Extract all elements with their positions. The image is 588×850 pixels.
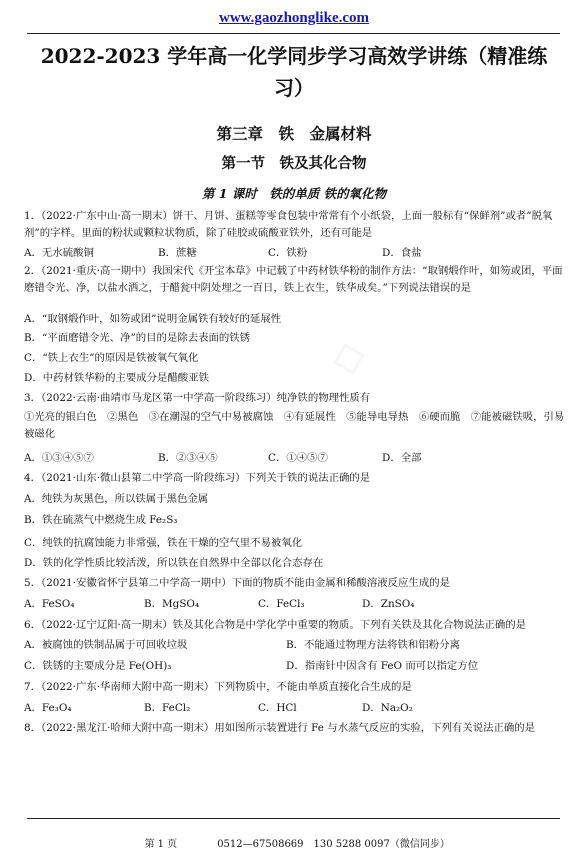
footer-page-number: 第 1 页 xyxy=(144,839,178,850)
question-5-options xyxy=(24,596,566,613)
q5-option-d[interactable]: D．ZnSO₄ xyxy=(362,598,415,610)
q5-option-a[interactable]: A．FeSO₄ xyxy=(24,598,75,610)
q4-option-d[interactable]: D．铁的化学性质比较活泼，所以铁在自然界中全部以化合态存在 xyxy=(24,557,324,569)
q4-option-c[interactable]: C．纯铁的抗腐蚀能力非常强，铁在干燥的空气里不易被氧化 xyxy=(24,537,303,549)
q1-option-b[interactable]: B．蔗糖 xyxy=(158,247,197,259)
q7-option-d[interactable]: D．Na₂O₂ xyxy=(362,702,413,714)
question-6-options-row1 xyxy=(24,637,566,654)
q2-option-b[interactable]: B．“平面磨错令光、净”的目的是除去表面的铁锈 xyxy=(24,332,251,344)
q2-option-a[interactable]: A．“取钢煅作叶，如笏或团”说明金属铁有较好的延展性 xyxy=(24,313,282,325)
q6-option-c[interactable]: C．铁锈的主要成分是 Fe(OH)₃ xyxy=(24,660,172,672)
watermark: ▫ xyxy=(314,329,377,385)
question-6-stem: 6．（2022·辽宁辽阳·高一期末）铁及其化合物是中学化学中重要的物质。下列有关铁及其化合物说法正确的是 xyxy=(24,619,527,631)
document-title: 2022-2023 学年高一化学同步学习高效学讲练（精准练习） xyxy=(40,44,548,100)
header-rule-top xyxy=(27,33,560,34)
question-7-stem: 7．（2022·广东·华南师大附中高一期末）下列物质中，不能由单质直接化合生成的是 xyxy=(24,681,412,693)
question-1-options xyxy=(24,245,566,262)
q1-option-c[interactable]: C．铁粉 xyxy=(268,247,308,259)
section-heading: 第一节 铁及其化合物 xyxy=(221,155,367,172)
question-5-stem: 5．（2021·安徽省怀宁县第二中学高一期中）下面的物质不能由金属和稀酸溶液反应生成的是 xyxy=(24,577,450,589)
q1-option-d[interactable]: D．食盐 xyxy=(382,247,422,259)
q3-option-b[interactable]: B．②③④⑤ xyxy=(158,452,218,464)
question-3-properties: ①光亮的银白色 ②黑色 ③在潮湿的空气中易被腐蚀 ④有延展性 ⑤能导电导热 ⑥硬而脆 ⑦能被磁铁吸，引易被磁化 xyxy=(24,411,565,440)
question-1-stem: 1．（2022·广东中山·高一期末）饼干、月饼、蛋糕等零食包装中常常有个小纸袋，上面一般标有“保鲜剂”或者“脱氧剂”的字样。里面的粉状或颗粒状物质，除了硅胶或硫酸亚铁外，还有可能是 xyxy=(24,210,553,239)
question-3-stem: 3．（2022·云南·曲靖市马龙区第一中学高一阶段练习）纯净铁的物理性质有 xyxy=(24,392,371,404)
q7-option-c[interactable]: C．HCl xyxy=(258,702,297,714)
q4-option-a[interactable]: A．纯铁为灰黑色，所以铁属于黑色金属 xyxy=(24,493,209,505)
q1-option-a[interactable]: A．无水硫酸铜 xyxy=(24,247,94,259)
footer-rule xyxy=(27,818,560,819)
q3-option-c[interactable]: C．①④⑤⑦ xyxy=(268,452,328,464)
q6-option-a[interactable]: A．被腐蚀的铁制品属于可回收垃圾 xyxy=(24,639,188,651)
q3-option-d[interactable]: D．全部 xyxy=(382,452,422,464)
q6-option-b[interactable]: B．不能通过物理方法将铁和铝粉分离 xyxy=(286,639,460,651)
question-3-options xyxy=(24,450,566,467)
header-url-link[interactable]: www.gaozhonglike.com xyxy=(219,10,369,26)
q7-option-b[interactable]: B．FeCl₂ xyxy=(144,702,191,714)
q6-option-d[interactable]: D．指南针中因含有 FeO 而可以指定方位 xyxy=(286,660,479,672)
question-2-stem: 2．（2021·重庆·高一期中）我国宋代《开宝本草》中记载了中药材铁华粉的制作方法：“取钢煅作叶，如笏或团，平面磨错令光、净，以盐水洒之，于醋瓮中阴处埋之一百日，铁上衣生，铁华成矣。”下列说法错误的是 xyxy=(24,265,563,294)
q3-option-a[interactable]: A．①③④⑤⑦ xyxy=(24,452,94,464)
chapter-heading: 第三章 铁 金属材料 xyxy=(216,124,372,143)
q2-option-c[interactable]: C．“铁上衣生”的原因是铁被氧气氧化 xyxy=(24,352,199,364)
question-6-options-row2 xyxy=(24,658,566,675)
q5-option-b[interactable]: B．MgSO₄ xyxy=(144,598,200,610)
question-7-options xyxy=(24,700,566,717)
question-8-stem: 8．（2022·黑龙江·哈师大附中高一期末）用如图所示装置进行 Fe 与水蒸气反应的实验，下列有关说法正确的是 xyxy=(24,722,536,734)
question-4-stem: 4．（2021·山东·微山县第二中学高一阶段练习）下列关于铁的说法正确的是 xyxy=(24,472,371,484)
q2-option-d[interactable]: D．中药材铁华粉的主要成分是醋酸亚铁 xyxy=(24,372,209,384)
footer xyxy=(0,824,588,850)
q7-option-a[interactable]: A．Fe₃O₄ xyxy=(24,702,72,714)
footer-phone: 0512—67508669 130 5288 0097（微信同步） xyxy=(217,839,450,850)
q5-option-c[interactable]: C．FeCl₃ xyxy=(258,598,305,610)
lesson-heading: 第 1 课时 铁的单质 铁的氧化物 xyxy=(201,186,387,201)
q4-option-b[interactable]: B．铁在硫蒸气中燃烧生成 Fe₂S₃ xyxy=(24,514,178,526)
